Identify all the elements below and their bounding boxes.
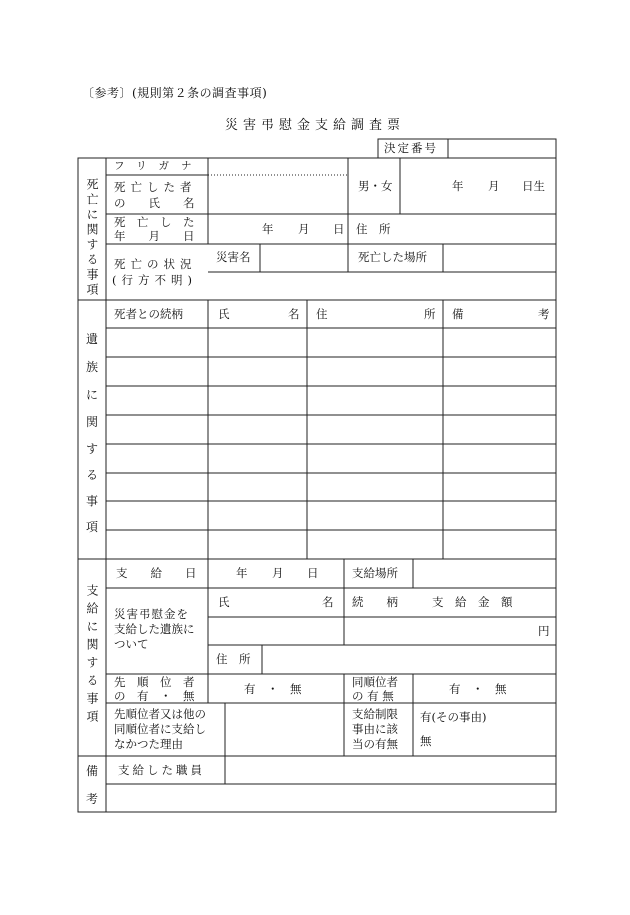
same-rank-label-2: の 有 無 — [352, 689, 394, 703]
payment-month: 月 — [272, 566, 284, 580]
form-title: 災害弔慰金支給調査票 — [224, 118, 405, 133]
payment-day: 日 — [307, 566, 319, 580]
reference-note: 〔参考〕(規則第２条の調査事項) — [82, 86, 268, 100]
col-address-header-1: 住 — [316, 307, 328, 321]
death-place-label: 死亡した場所 — [358, 250, 427, 264]
remarks-section-char: 備 — [86, 764, 99, 778]
payment-year: 年 — [236, 566, 248, 580]
death-day: 日 — [333, 222, 345, 236]
disaster-name-label: 災害名 — [216, 250, 251, 264]
deceased-name-label-2: の 氏 名 — [114, 196, 195, 210]
death-year: 年 — [262, 222, 274, 236]
recipient-relation-label: 続 柄 — [352, 595, 398, 609]
death-section-label: 死亡に関する事項 — [85, 178, 99, 298]
recipient-label-1: 災害弔慰金を — [114, 607, 189, 621]
col-name-header-1: 氏 — [218, 307, 230, 321]
recipient-name-label-1: 氏 — [218, 595, 230, 609]
family-section-char: す — [86, 442, 99, 456]
recipient-label-3: ついて — [114, 637, 149, 651]
payment-date-label: 支 給 日 — [116, 566, 197, 580]
col-relation-header: 死者との続柄 — [114, 307, 183, 321]
col-remarks-header-1: 備 — [452, 307, 464, 321]
yen-unit: 円 — [538, 624, 550, 638]
restriction-label-3: 当の有無 — [352, 737, 398, 751]
payment-section-label: 支給に関する事項 — [85, 584, 99, 728]
sex-field[interactable]: 男・女 — [358, 179, 393, 193]
family-section-char: 族 — [86, 360, 99, 374]
birth-year: 年 — [452, 179, 464, 193]
col-name-header-2: 名 — [288, 307, 300, 321]
non-payment-reason-label-2: 同順位者に支給し — [114, 722, 206, 736]
birth-month: 月 — [488, 179, 500, 193]
restriction-label-1: 支給制限 — [352, 707, 398, 721]
recipient-label-2: 支給した遺族に — [114, 622, 195, 636]
family-section-char: る — [86, 468, 99, 482]
payment-amount-label: 支 給 金 額 — [432, 595, 513, 609]
restriction-label-2: 事由に該 — [352, 722, 398, 736]
non-payment-reason-label-3: なかつた理由 — [114, 737, 183, 751]
address-label: 住 所 — [356, 222, 391, 236]
furigana-label: フリガナ — [114, 160, 204, 172]
prior-heir-value[interactable]: 有 ・ 無 — [244, 682, 302, 696]
col-remarks-header-2: 考 — [538, 307, 550, 321]
death-status-label-1: 死亡の状況 — [114, 257, 197, 271]
death-month: 月 — [298, 222, 310, 236]
staff-label: 支給した職員 — [118, 763, 205, 777]
non-payment-reason-label-1: 先順位者又は他の — [114, 707, 206, 721]
family-section-char: 事 — [86, 494, 99, 508]
death-status-label-2: (行方不明) — [112, 273, 197, 287]
payment-place-label: 支給場所 — [352, 566, 398, 580]
birth-day: 日生 — [522, 179, 545, 193]
death-date-label-1: 死 亡 し た — [114, 215, 195, 229]
recipient-address-label: 住 所 — [216, 652, 251, 666]
decision-number-label: 決定番号 — [384, 141, 438, 155]
col-address-header-2: 所 — [424, 307, 436, 321]
family-section-char: 関 — [86, 415, 99, 429]
restriction-yes-option[interactable]: 有(その事由) — [420, 710, 487, 724]
family-section-char: 項 — [86, 520, 99, 534]
deceased-name-label-1: 死亡した者 — [114, 180, 197, 194]
remarks-section-char: 考 — [86, 792, 99, 806]
same-rank-value[interactable]: 有 ・ 無 — [449, 682, 507, 696]
restriction-no-option[interactable]: 無 — [420, 734, 432, 748]
prior-heir-label-2: の 有 ・ 無 — [114, 689, 195, 703]
prior-heir-label-1: 先 順 位 者 — [114, 675, 195, 689]
family-section-char: 遺 — [86, 332, 99, 346]
family-section-char: に — [86, 388, 99, 402]
death-date-label-2: 年 月 日 — [114, 229, 195, 243]
same-rank-label-1: 同順位者 — [352, 675, 398, 689]
recipient-name-label-2: 名 — [322, 595, 334, 609]
